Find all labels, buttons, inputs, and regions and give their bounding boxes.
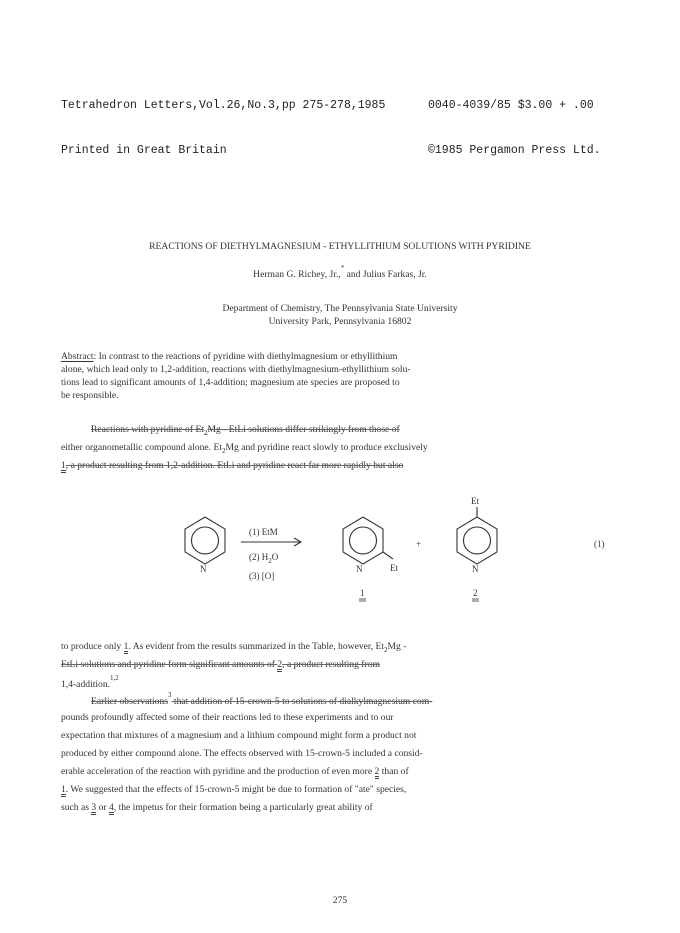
compound-ref-1: 1	[61, 460, 66, 471]
para1-line3: 1, a product resulting from 1,2-addition. EtLi and pyridine react far more rapidly but also	[61, 460, 404, 471]
corresponding-author-mark: *	[340, 264, 345, 272]
reference-3: 3	[168, 691, 172, 699]
product2-et-label: Et	[471, 496, 479, 506]
compound-ref-2: 2	[277, 659, 283, 670]
abstract-line1: Abstract: In contrast to the reactions of pyridine with diethylmagnesium or ethyllithium	[61, 351, 398, 362]
abstract-line4: be responsible.	[61, 390, 119, 401]
compound-ref-3: 3	[91, 802, 97, 813]
plus-sign: +	[416, 539, 422, 549]
journal-citation	[61, 68, 385, 173]
page-number: 275	[332, 895, 348, 906]
step3-label: (3) [O]	[249, 571, 275, 581]
reaction-scheme	[0, 490, 680, 610]
copyright-block	[428, 68, 601, 173]
article-title: REACTIONS OF DIETHYLMAGNESIUM - ETHYLLITHIUM SOLUTIONS WITH PYRIDINE	[149, 241, 531, 252]
affiliation-line2: University Park, Pennsylvania 16802	[268, 316, 412, 327]
authors	[0, 264, 680, 281]
compound-ref-1c: 1	[61, 784, 66, 795]
para2-line1: to produce only 1. As evident from the results summarized in the Table, however, $Et_2Mg$ -	[61, 641, 407, 654]
abstract-label: Abstract	[61, 351, 94, 362]
printed-in-line: Printed in Great Britain	[61, 144, 227, 157]
para3-line2: pounds profoundly affected some of their reactions led to these experiments and to our	[61, 712, 394, 723]
product-1-structure	[343, 517, 393, 564]
para3-line1: Earlier observations$^3$ that addition of 15-crown-5 to solutions of dialkylmagnesium com-	[91, 691, 433, 708]
pyridine-reactant-structure	[185, 517, 225, 564]
para3-line6: 1. We suggested that the effects of 15-crown-5 might be due to formation of "ate" species,	[61, 784, 407, 795]
para2-line2: EtLi solutions and pyridine form significant amounts of 2, a product resulting from	[61, 659, 380, 670]
copyright-line: ©1985 Pergamon Press Ltd.	[428, 144, 601, 157]
para2-line3: 1,4-addition.$^{1,2}$	[61, 674, 119, 691]
para1-line1: Reactions with pyridine of $Et_2Mg$ - EtLi solutions differ strikingly from those of	[91, 424, 400, 437]
compound-ref-4: 4	[108, 802, 114, 813]
para3-line5: erable acceleration of the reaction with pyridine and the production of even more 2 than of	[61, 766, 409, 777]
abstract-line3: tions lead to significant amounts of 1,4-addition; magnesium ate species are proposed to	[61, 377, 400, 388]
para1-line2: either organometallic compound alone. $Et_2Mg$ and pyridine react slowly to produce exclusively	[61, 442, 428, 455]
product2-label: 2	[473, 588, 478, 598]
product1-n-label: N	[356, 564, 363, 574]
abstract-line2: alone, which lead only to 1,2-addition, reactions with diethylmagnesium-ethyllithium solu-	[61, 364, 411, 375]
reactant-n-label: N	[200, 564, 207, 574]
para3-line3: expectation that mixtures of a magnesium and a lithium compound might form a product not	[61, 730, 417, 741]
authors-second: and Julius Farkas, Jr.	[344, 269, 427, 281]
price-code: 0040-4039/85 $3.00 + .00	[428, 99, 594, 112]
step2-label: (2) $H_2O$	[249, 552, 279, 565]
para3-line4: produced by either compound alone. The effects observed with 15-crown-5 included a consid-	[61, 748, 423, 759]
product-2-structure	[457, 507, 497, 564]
authors-main: Herman G. Richey, Jr.,	[253, 269, 341, 281]
equation-number: (1)	[594, 539, 605, 549]
product2-n-label: N	[472, 564, 479, 574]
step1-label: (1) EtM	[249, 527, 278, 537]
product1-et-label: Et	[390, 563, 398, 573]
journal-citation-line1: Tetrahedron Letters,Vol.26,No.3,pp 275-278,1985	[61, 99, 386, 112]
affiliation-line1: Department of Chemistry, The Pennsylvania State University	[222, 303, 458, 314]
para3-line7: such as 3 or 4, the impetus for their formation being a particularly great ability of	[61, 802, 373, 813]
compound-ref-1b: 1	[123, 641, 129, 652]
product1-label: 1	[360, 588, 365, 598]
compound-ref-2b: 2	[374, 766, 380, 777]
